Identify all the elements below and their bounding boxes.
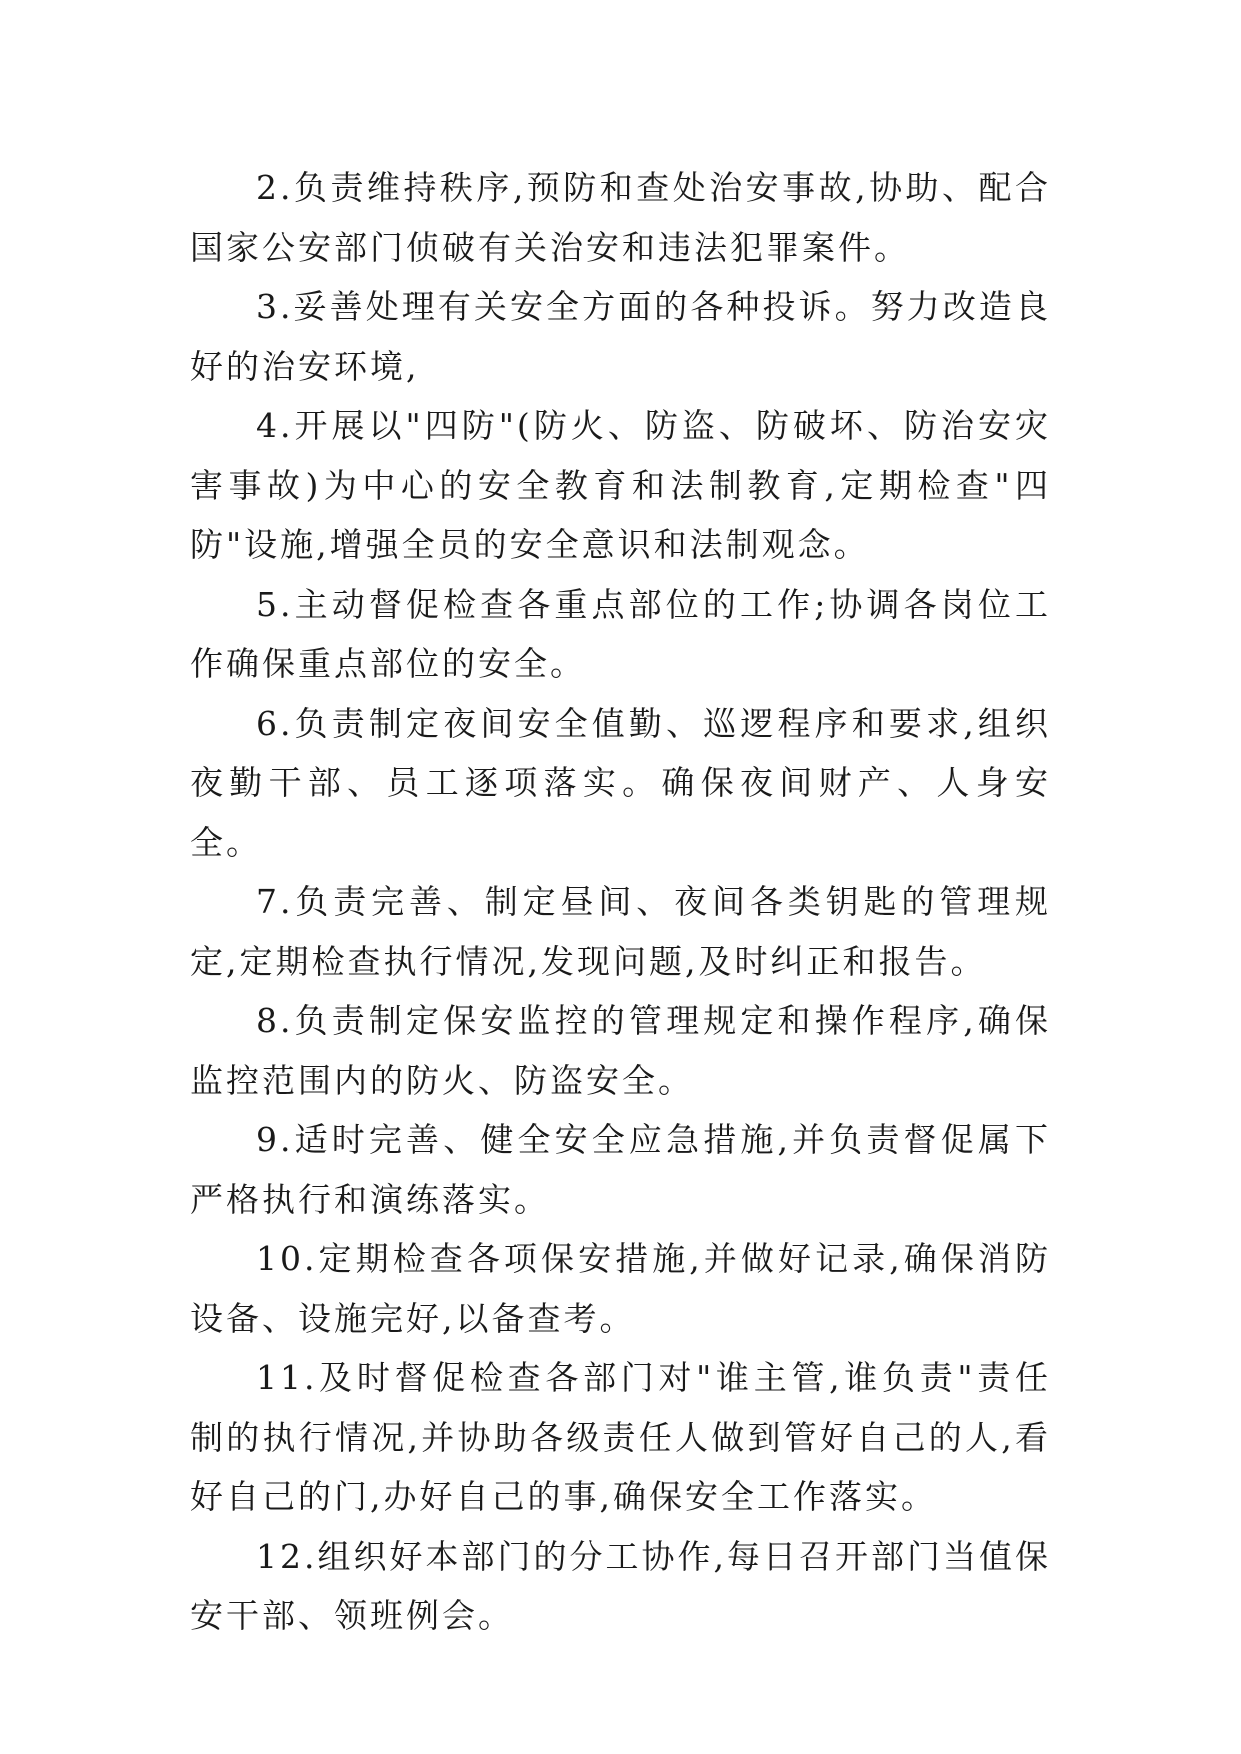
list-item: 10.定期检查各项保安措施,并做好记录,确保消防设备、设施完好,以备查考。 [190,1239,1051,1338]
list-item: 2.负责维持秩序,预防和查处治安事故,协助、配合国家公安部门侦破有关治安和违法犯罪案件。 [190,168,1051,267]
list-item: 8.负责制定保安监控的管理规定和操作程序,确保监控范围内的防火、防盗安全。 [190,1001,1051,1100]
list-item: 9.适时完善、健全安全应急措施,并负责督促属下严格执行和演练落实。 [190,1120,1051,1219]
list-item: 7.负责完善、制定昼间、夜间各类钥匙的管理规定,定期检查执行情况,发现问题,及时纠正和报告。 [190,882,1051,981]
list-item: 11.及时督促检查各部门对"谁主管,谁负责"责任制的执行情况,并协助各级责任人做到管好自己的人,看好自己的门,办好自己的事,确保安全工作落实。 [190,1358,1051,1516]
list-item: 4.开展以"四防"(防火、防盗、防破坏、防治安灾害事故)为中心的安全教育和法制教育,定期检查"四防"设施,增强全员的安全意识和法制观念。 [190,406,1051,564]
duty-list [190,158,1051,1646]
list-item: 12.组织好本部门的分工协作,每日召开部门当值保安干部、领班例会。 [190,1536,1051,1635]
list-item: 5.主动督促检查各重点部位的工作;协调各岗位工作确保重点部位的安全。 [190,584,1051,683]
list-item: 6.负责制定夜间安全值勤、巡逻程序和要求,组织夜勤干部、员工逐项落实。确保夜间财产、人身安全。 [190,703,1051,862]
list-item: 3.妥善处理有关安全方面的各种投诉。努力改造良好的治安环境, [190,287,1051,386]
